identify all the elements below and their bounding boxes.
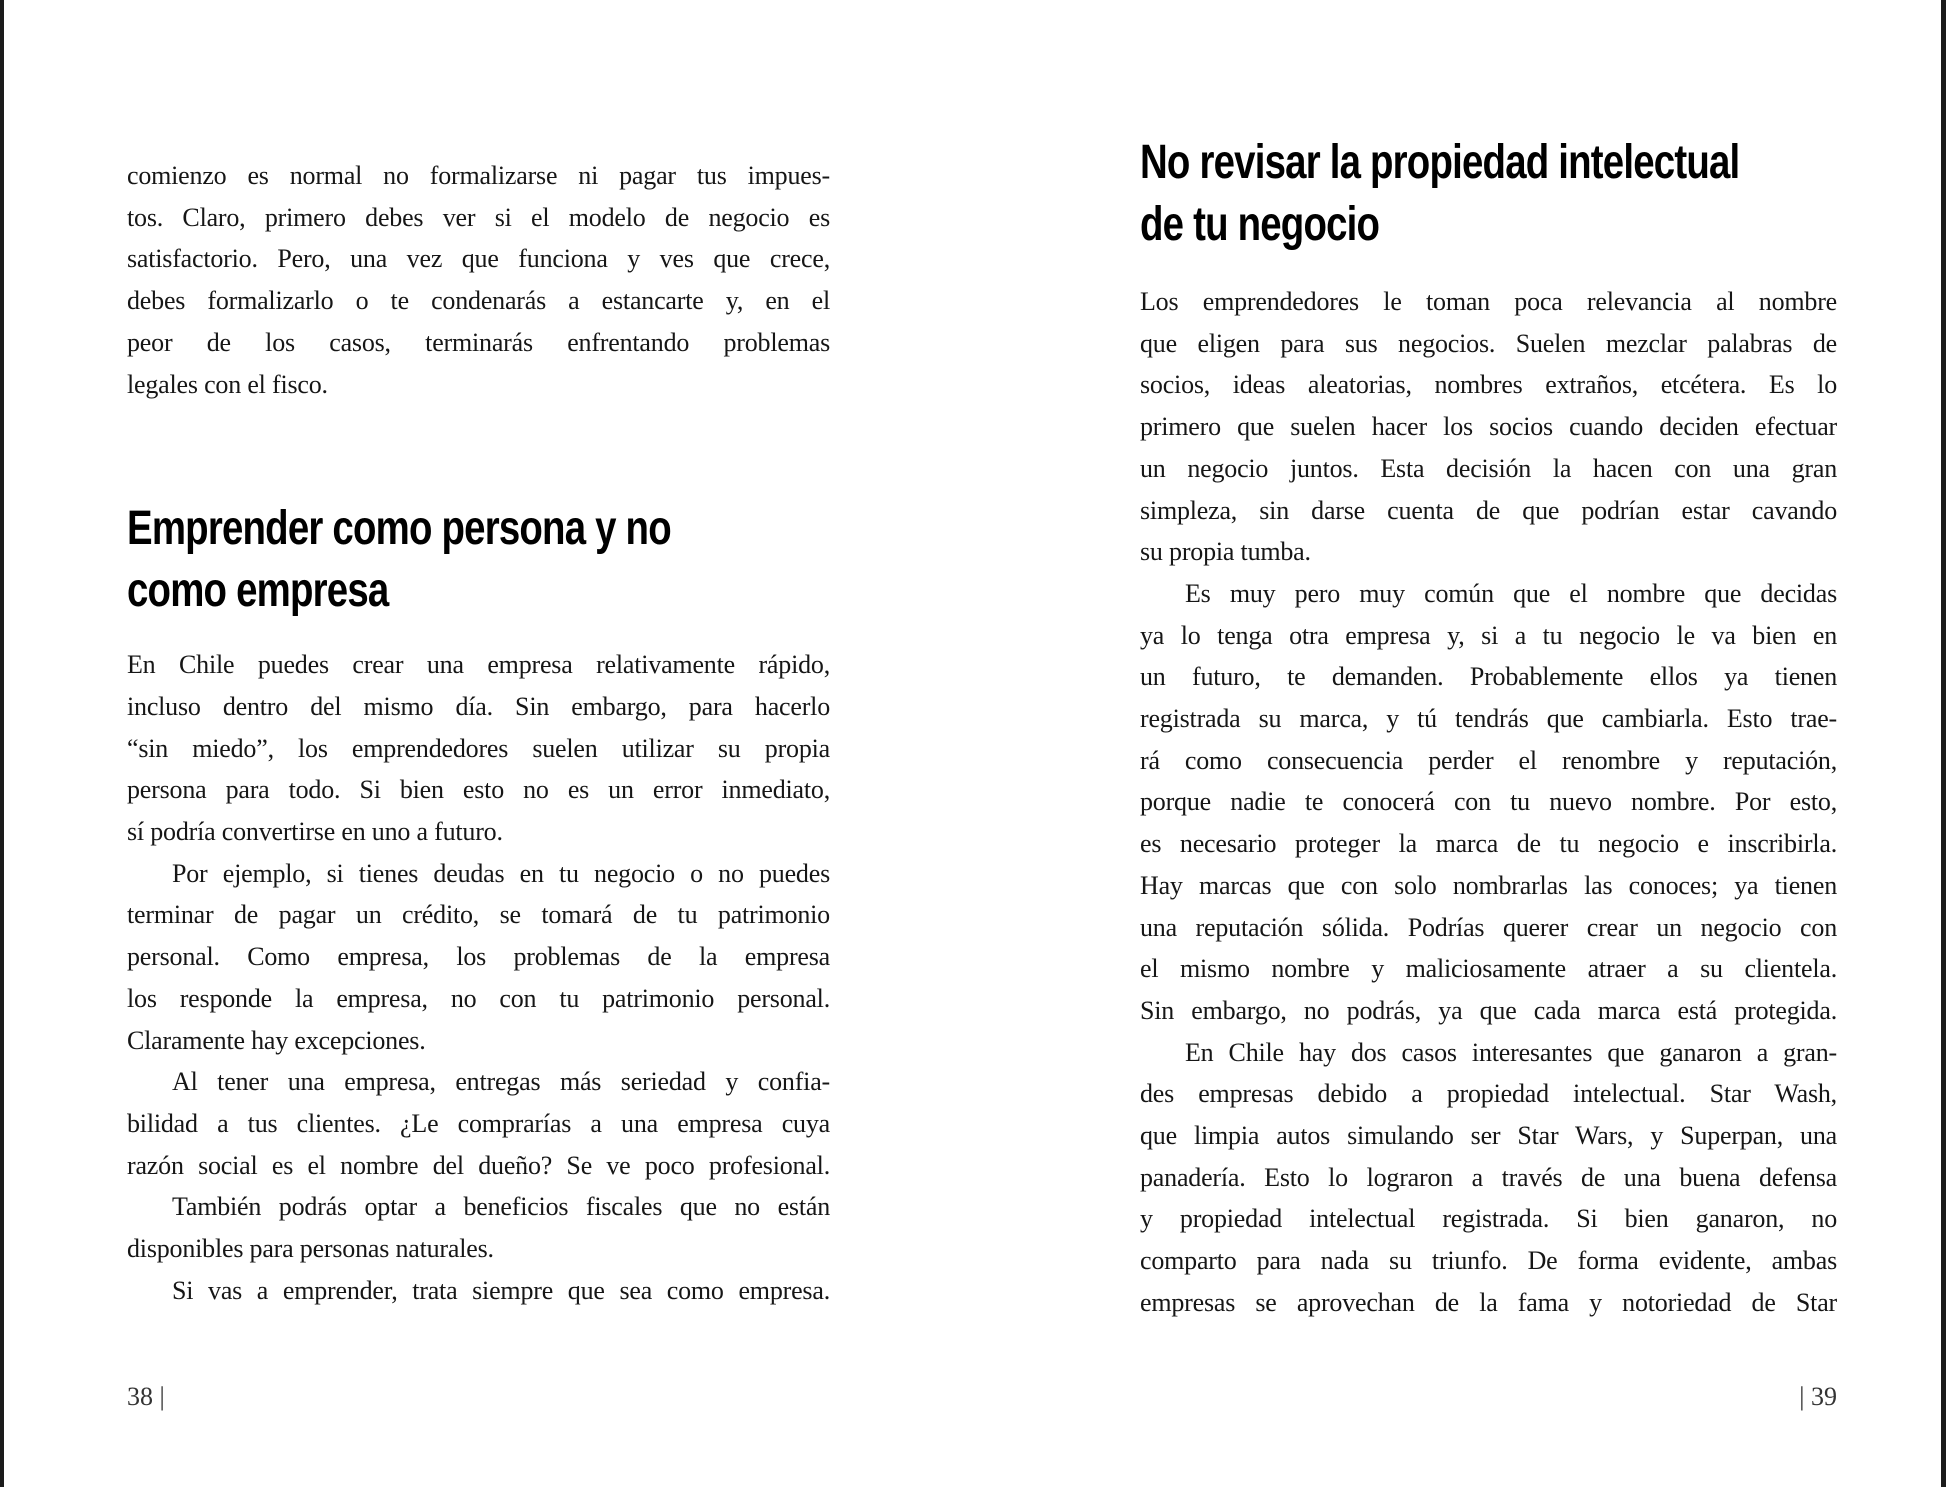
heading-line: de tu negocio bbox=[1140, 198, 1380, 251]
paragraph bbox=[127, 1186, 830, 1269]
text-line: un negocio juntos. Esta decisión la hacen con una gran bbox=[1140, 453, 1837, 483]
text-line: empresas se aprovechan de la fama y notoriedad de Star bbox=[1140, 1287, 1837, 1317]
text-line: tos. Claro, primero debes ver si el modelo de negocio es bbox=[127, 202, 830, 232]
text-line: es necesario proteger la marca de tu negocio e inscribirla. bbox=[1140, 829, 1837, 859]
page-border-right bbox=[1941, 0, 1946, 1487]
heading-line: Emprender como persona y no bbox=[127, 502, 671, 556]
text-line: una reputación sólida. Podrías querer crear un negocio con bbox=[1140, 912, 1837, 942]
paragraph bbox=[127, 1061, 830, 1186]
text-line: incluso dentro del mismo día. Sin embargo, para hacerlo bbox=[127, 691, 830, 721]
text-line: Al tener una empresa, entregas más seriedad y confia- bbox=[172, 1067, 830, 1097]
text-line: rá como consecuencia perder el renombre y reputación, bbox=[1140, 745, 1837, 775]
text-line: Es muy pero muy común que el nombre que decidas bbox=[1185, 578, 1837, 608]
heading-line: como empresa bbox=[127, 564, 389, 618]
paragraph bbox=[1140, 573, 1837, 1032]
text-line: y propiedad intelectual registrada. Si bien ganaron, no bbox=[1140, 1204, 1837, 1234]
text-line: simpleza, sin darse cuenta de que podrían estar cavando bbox=[1140, 495, 1837, 525]
text-line: persona para todo. Si bien esto no es un error inmediato, bbox=[127, 775, 830, 805]
text-line: su propia tumba. bbox=[1140, 537, 1311, 567]
text-line: legales con el fisco. bbox=[127, 369, 328, 399]
text-line: socios, ideas aleatorias, nombres extraños, etcétera. Es lo bbox=[1140, 370, 1837, 400]
text-line: el mismo nombre y maliciosamente atraer a su clientela. bbox=[1140, 954, 1837, 984]
paragraph bbox=[1140, 281, 1837, 573]
text-line: Los emprendedores le toman poca relevancia al nombre bbox=[1140, 287, 1837, 316]
text-line: satisfactorio. Pero, una vez que funciona y ves que crece, bbox=[127, 244, 830, 274]
paragraph bbox=[127, 853, 830, 1062]
text-line: peor de los casos, terminarás enfrentando problemas bbox=[127, 327, 830, 357]
text-line: comienzo es normal no formalizarse ni pagar tus impues- bbox=[127, 161, 830, 190]
text-line: primero que suelen hacer los socios cuando deciden efectuar bbox=[1140, 412, 1837, 442]
page-number-right: | 39 bbox=[1799, 1382, 1837, 1411]
page-border-left bbox=[0, 0, 4, 1487]
text-line: personal. Como empresa, los problemas de la empresa bbox=[127, 942, 830, 972]
text-line: Por ejemplo, si tienes deudas en tu negocio o no puedes bbox=[172, 858, 830, 888]
text-line: Sin embargo, no podrás, ya que cada marca está protegida. bbox=[1140, 995, 1837, 1025]
paragraph bbox=[127, 1270, 830, 1312]
text-line: En Chile puedes crear una empresa relativamente rápido, bbox=[127, 650, 830, 680]
text-line: un futuro, te demanden. Probablemente ellos ya tienen bbox=[1140, 662, 1837, 692]
text-line: “sin miedo”, los emprendedores suelen utilizar su propia bbox=[127, 733, 830, 763]
left-page bbox=[127, 0, 830, 1311]
right-page bbox=[1140, 0, 1837, 1324]
text-line: panadería. Esto lo lograron a través de una buena defensa bbox=[1140, 1162, 1837, 1192]
text-line: razón social es el nombre del dueño? Se ve poco profesional. bbox=[127, 1150, 830, 1180]
paragraph bbox=[127, 644, 830, 853]
page-number-left: 38 | bbox=[127, 1382, 165, 1411]
section-heading bbox=[127, 498, 830, 622]
section-heading bbox=[1140, 132, 1837, 256]
paragraph bbox=[127, 155, 830, 405]
text-line: que eligen para sus negocios. Suelen mezclar palabras de bbox=[1140, 328, 1837, 358]
text-line: terminar de pagar un crédito, se tomará de tu patrimonio bbox=[127, 900, 830, 930]
text-line: Hay marcas que con solo nombrarlas las conoces; ya tienen bbox=[1140, 870, 1837, 900]
text-line: comparto para nada su triunfo. De forma evidente, ambas bbox=[1140, 1246, 1837, 1276]
text-line: Si vas a emprender, trata siempre que sea como empresa. bbox=[172, 1275, 830, 1305]
paragraph bbox=[1140, 1032, 1837, 1324]
text-line: En Chile hay dos casos interesantes que ganaron a gran- bbox=[1185, 1037, 1837, 1067]
text-line: disponibles para personas naturales. bbox=[127, 1234, 494, 1264]
text-line: También podrás optar a beneficios fiscales que no están bbox=[172, 1192, 830, 1222]
text-line: des empresas debido a propiedad intelectual. Star Wash, bbox=[1140, 1079, 1837, 1109]
text-line: debes formalizarlo o te condenarás a estancarte y, en el bbox=[127, 286, 830, 316]
text-line: sí podría convertirse en uno a futuro. bbox=[127, 817, 503, 847]
heading-line: No revisar la propiedad intelectual bbox=[1140, 136, 1740, 189]
text-line: porque nadie te conocerá con tu nuevo nombre. Por esto, bbox=[1140, 787, 1837, 817]
text-line: bilidad a tus clientes. ¿Le comprarías a una empresa cuya bbox=[127, 1108, 830, 1138]
text-line: los responde la empresa, no con tu patrimonio personal. bbox=[127, 983, 830, 1013]
text-line: ya lo tenga otra empresa y, si a tu negocio le va bien en bbox=[1140, 620, 1837, 650]
text-line: que limpia autos simulando ser Star Wars, y Superpan, una bbox=[1140, 1121, 1837, 1151]
text-line: registrada su marca, y tú tendrás que cambiarla. Esto trae- bbox=[1140, 704, 1837, 734]
text-line: Claramente hay excepciones. bbox=[127, 1025, 426, 1055]
